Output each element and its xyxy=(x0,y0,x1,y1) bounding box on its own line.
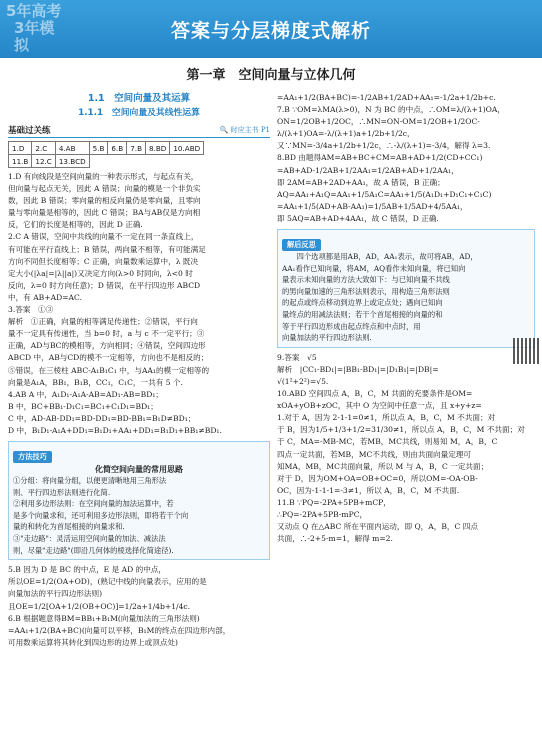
table-cell: 13.BCD xyxy=(55,155,89,168)
method-tips-tag: 方法技巧 xyxy=(13,451,52,463)
text-line: B 中，BC+BB₁-D₁C₁=BC₁+C₁D₁=BD₁； xyxy=(8,401,158,411)
table-cell: 7.B xyxy=(127,142,146,155)
section-title: 1.1 空间向量及其运算 xyxy=(87,93,191,104)
text-line: 又∵MN=-3/4a+1/2b+1/2c，∴-λ/(λ+1)=-3/4，解得 λ=3. xyxy=(277,141,491,151)
text-line: 1.D 有向线段是空间向量的一种表示形式，与起点有关， xyxy=(8,172,199,181)
logo-line-2: 3年模拟 xyxy=(14,19,55,54)
page-title: 答案与分层梯度式解析 xyxy=(170,20,371,42)
table-cell: 4.AB xyxy=(55,142,89,155)
table-row xyxy=(9,155,204,168)
text-line: 方向不同但长度相等；C 正确，向量数乘运算中，λ 既决 xyxy=(8,256,199,266)
text-line: 8.BD 由题得AM=AB+BC+CM=AB+AD+1/2(CD+CC₁) xyxy=(277,153,483,163)
left-column xyxy=(8,92,270,649)
text-line: 定大小(|λa|=|λ||a|)又决定方向(λ>0 时同向，λ<0 时 xyxy=(8,268,193,278)
table-cell: 8.BD xyxy=(146,142,170,155)
text-line: 是多个向量求和，还可利用多边形法则，即将若干个向 xyxy=(13,510,189,520)
logo-line-1: 5年高考 xyxy=(6,2,62,20)
text-line: √(1²+2²)=√5. xyxy=(277,376,329,386)
subsection-title: 1.1.1 空间向量及其线性运算 xyxy=(78,108,200,118)
reflection-body xyxy=(282,251,530,344)
text-line: ③"走边路"：灵活运用空间向量的加法、减法法 xyxy=(13,534,166,544)
text-line: 可用数乘运算将其转化到四边形的边界上或顶点处) xyxy=(8,637,179,647)
text-line: 反向，λ=0 时方向任意)；D 错误，在平行四边形 ABCD xyxy=(8,280,201,290)
text-line: C 中，AD-AB-DD₁=BD-DD₁=BD-BB₁=B₁D≠BD₁； xyxy=(8,413,196,423)
solutions-block-4 xyxy=(277,352,535,546)
text-line: 但向量与起点无关，因此 A 错误；向量的模是一个非负实 xyxy=(8,184,201,194)
table-cell: 6.B xyxy=(108,142,127,155)
solutions-block-1 xyxy=(8,171,270,437)
solutions-block-2 xyxy=(8,564,270,649)
text-line: 中，有 AB+AD=AC. xyxy=(8,292,82,302)
text-line: 又动点 Q 在△ABC 所在平面内运动，即 Q，A，B，C 四点 xyxy=(277,522,478,532)
text-line: 量与零向量是相等的，因此 C 错误；BA与AB仅是方向相 xyxy=(8,208,201,218)
basic-practice-title: 基础过关练 xyxy=(8,125,51,136)
text-line: 1.对于 A，因为 2-1-1=0≠1，所以点 A，B，C，M 不共面；对 xyxy=(277,413,496,423)
text-line: 对于 D，因为OM+OA=OB+OC=0，所以OM=-OA-OB- xyxy=(277,473,478,483)
text-line: ON=1/2OB+1/2OC，∴MN=ON-OM=1/2OB+1/2OC- xyxy=(277,117,480,127)
text-line: ∴PQ=-2PA+5PB-mPC， xyxy=(277,510,368,519)
text-line: 即 5AQ=AB+AD+4AA₁，故 C 错误，D 正确. xyxy=(277,213,439,223)
text-line: ②利用多边形法则：在空间向量的加法运算中，若 xyxy=(13,499,174,509)
text-line: 量表示未知向量的方法大致如下：与已知向量不共线 xyxy=(282,275,450,285)
text-line: 7.B ∵OM=λMA(λ>0)，N 为 BC 的中点，∴OM=λ/(λ+1)OA， xyxy=(277,105,505,115)
text-line: 6.B 根据题意得BM=BB₁+B₁M(向量加法的三角形法则) xyxy=(8,613,200,623)
answer-table xyxy=(8,141,204,168)
text-line: 量终点的用减法法则；若干个首尾相接的向量的和 xyxy=(282,310,443,319)
text-line: xOA+yOB+zOC，其中 O 为空间中任意一点，且 x+y+z= xyxy=(277,401,482,411)
text-line: 4.AB A 中，A₁D₁-A₁A-AB=AD₁-AB=BD₁； xyxy=(8,389,163,399)
table-cell: 2.C xyxy=(32,142,55,155)
table-row xyxy=(9,142,204,155)
text-line: =AB+AD-1/2AB+1/2AA₁=1/2AB+AD+1/2AA₁， xyxy=(277,165,459,175)
text-line: 知MA，MB，MC共面向量，所以 M 与 A，B，C 一定共面； xyxy=(277,461,489,471)
chapter-title: 第一章 空间向量与立体几何 xyxy=(186,68,356,83)
text-line: 正确，AD与BC的模相等，方向相同；④错误，空间四边形 xyxy=(8,341,206,351)
text-line: =AA₁+1/2(BA+BC)(向量可以平移，B₁M的终点在四边形内部， xyxy=(8,625,231,635)
text-line: 9.答案 √5 xyxy=(277,352,317,362)
text-line: 有可能在平行直线上；B 错误，两向量不相等，有可能满足 xyxy=(8,244,206,254)
text-line: 10.ABD 空间四点 A，B，C，M 共面的充要条件是OM= xyxy=(277,389,473,399)
text-line: 反，它们的长度是相等的，因此 D 正确. xyxy=(8,220,143,230)
text-line: 数，因此 B 错误；零向量的相反向量仍是零向量，且零向 xyxy=(8,196,201,206)
text-line: 所以OE=1/2(OA+OD)，(熟记中线的向量表示，应用的是 xyxy=(8,577,207,587)
table-cell: 5.B xyxy=(89,142,108,155)
method-tips-body xyxy=(13,475,265,556)
table-cell: 12.C xyxy=(32,155,55,168)
text-line: =AA₁+1/5(AD+AB-AA₁)=1/5AB+1/5AD+4/5AA₁， xyxy=(277,201,468,211)
text-line: 向量加法的平行四边形法则. xyxy=(282,333,372,343)
solutions-block-3 xyxy=(277,92,535,225)
text-line: 四个选项都是用AB，AD，AA₁表示，故可将AB，AD， xyxy=(282,252,478,262)
reflection-tag: 解后反思 xyxy=(282,239,321,251)
text-line: 向量加法的平行四边形法则) xyxy=(8,589,103,599)
text-line: 即 2AM=AB+2AD+AA₁，故 A 错误，B 正确； xyxy=(277,177,445,187)
text-line: 3.答案 ①③ xyxy=(8,305,54,315)
text-line: 则，尽量"走边路"(即沿几何体的棱选择化简途径). xyxy=(13,545,174,555)
qr-code-icon[interactable] xyxy=(513,338,539,364)
text-line: 向量是A₁A，BB₁，B₁B，CC₁，C₁C，一共有 5 个. xyxy=(8,377,183,387)
text-line: 于 B，因为1/5+1/3+1/2=31/30≠1，所以点 A，B，C，M 不共面；对 xyxy=(277,425,525,435)
text-line: ⑤错误，在三棱柱 ABC-A₁B₁C₁ 中，与AA₁的模一定相等的 xyxy=(8,365,210,375)
text-line: AQ=AA₁+A₁Q=AA₁+1/5A₁C=AA₁+1/5(A₁D₁+D₁C₁+C₁C) xyxy=(277,189,492,199)
text-line: 则、平行四边形法则进行化简. xyxy=(13,487,111,497)
text-line: 量不一定具有传递性，当 b=0 时，a 与 c 不一定平行；③ xyxy=(8,329,205,339)
text-line: 四点一定共面，若MB，MC不共线，则由共面向量定理可 xyxy=(277,449,472,459)
text-line: ABCD 中，AB与CD的模不一定相等，方向也不是相反的； xyxy=(8,353,209,363)
right-column xyxy=(277,92,535,545)
text-line: 等于平行四边形成由起点终点和中点时，用 xyxy=(282,321,421,331)
page-reference: 🔍 时应主书 P1 xyxy=(219,125,270,134)
text-line: 5.B 因为 D 是 BC 的中点，E 是 AD 的中点， xyxy=(8,565,166,575)
method-tips-box xyxy=(8,441,270,560)
text-line: 且OE=1/2[OA+1/2(OB+OC)]=1/2a+1/4b+1/4c. xyxy=(8,601,191,611)
method-tips-title: 化简空间向量的常用思路 xyxy=(95,464,183,475)
text-line: AA₁看作已知向量，将AM，AQ看作未知向量，将已知向 xyxy=(282,263,466,273)
text-line: 的起点或终点移动到边界上或定点处；遇向已知向 xyxy=(282,298,443,308)
text-line: 的男向量加速的三角形法则表示，用构造三角形法则 xyxy=(282,286,450,296)
text-line: 解析 ①正确，向量的相等满足传递性；②错误，平行向 xyxy=(8,317,198,327)
text-line: 11.B ∵PQ=-2PA+5PB+mCP， xyxy=(277,497,391,507)
text-line: =AA₁+1/2(BA+BC)=-1/2AB+1/2AD+AA₁=-1/2a+1/2b+c. xyxy=(277,93,496,102)
table-cell: 10.ABD xyxy=(170,142,204,155)
header-bar xyxy=(0,0,542,58)
text-line: 于 C，MA=-MB-MC，若MB，MC共线，则易知 M，A，B，C xyxy=(277,437,498,447)
basic-practice-header xyxy=(8,122,270,138)
table-cell: 1.D xyxy=(9,142,32,155)
reflection-box xyxy=(277,229,535,348)
text-line: ①分组：将向量分组，以便更清晰地用三角形法 xyxy=(13,476,167,486)
text-line: 量的和转化为首尾相接的向量求和. xyxy=(13,522,125,532)
text-line: λ/(λ+1)OA=-λ/(λ+1)a+1/2b+1/2c， xyxy=(277,129,415,139)
text-line: OC，因为-1-1-1=-3≠1，所以 A，B，C，M 不共面. xyxy=(277,485,460,495)
text-line: D 中，B₁D₁-A₁A+DD₁=B₁D₁+AA₁+DD₁=B₁D₁+BB₁≠BD₁. xyxy=(8,425,222,435)
reference-text: 时应主书 P1 xyxy=(230,125,270,134)
text-line: 解析 |CC₁-BD₁|=|BB₁-BD₁|=|D₁B₁|=|DB|= xyxy=(277,364,439,374)
table-cell: 11.B xyxy=(9,155,32,168)
text-line: 共面，∴-2+5-m=1，解得 m=2. xyxy=(277,534,393,544)
text-line: 2.C A 错误，空间中共线的向量不一定在同一条直线上， xyxy=(8,232,199,242)
